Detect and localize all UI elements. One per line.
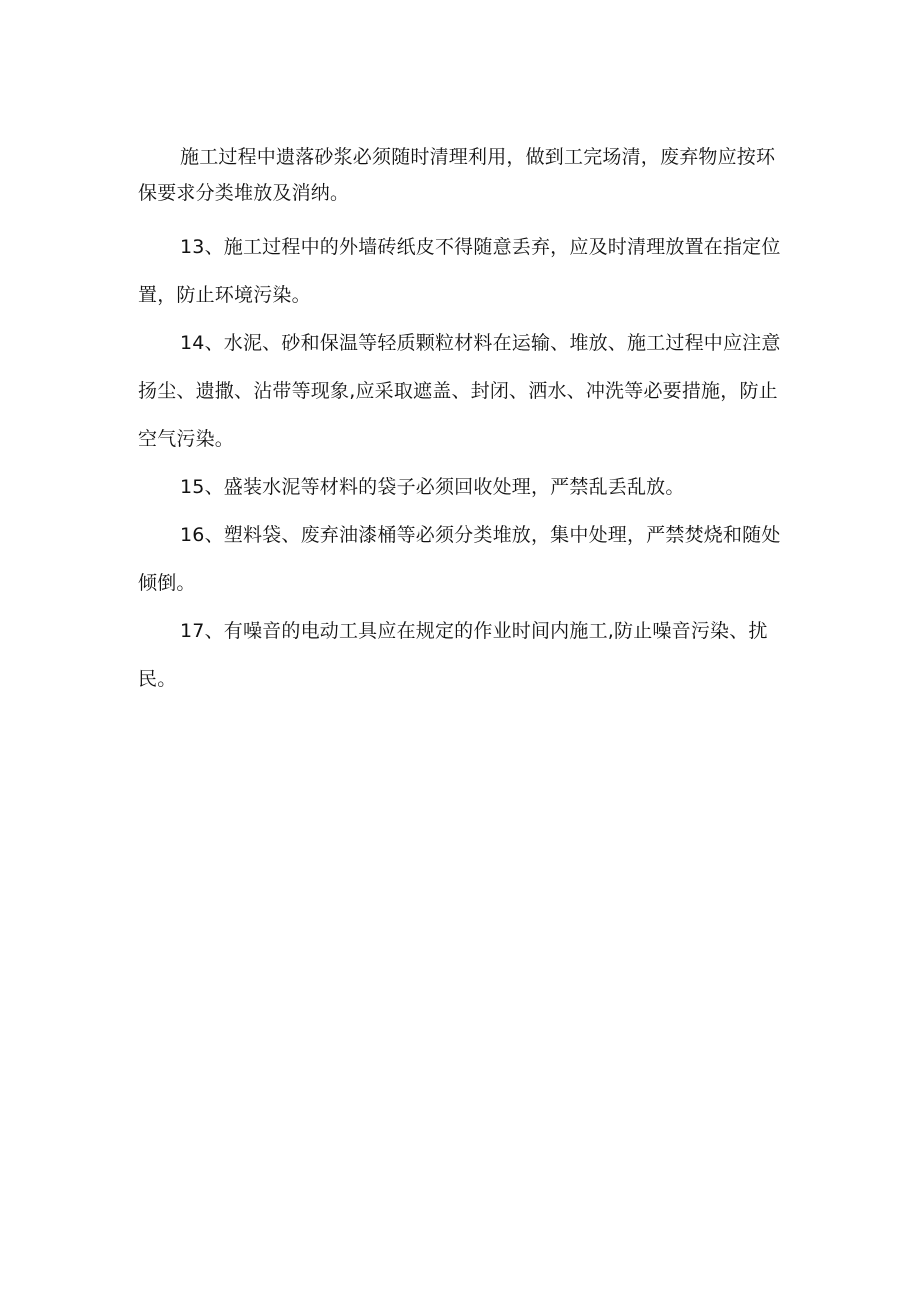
paragraph-item-17: 17、有噪音的电动工具应在规定的作业时间内施工,防止噪音污染、扰民。 — [138, 620, 768, 690]
paragraph-item-14: 14、水泥、砂和保温等轻质颗粒材料在运输、堆放、施工过程中应注意扬尘、遗撒、沾带等现象,应采取遮盖、封闭、洒水、冲洗等必要措施，防止空气污染。 — [138, 332, 781, 450]
paragraph-mortar-cleanup: 施工过程中遗落砂浆必须随时清理利用，做到工完场清，废弃物应按环保要求分类堆放及消纳。 — [138, 146, 776, 204]
paragraph-item-15: 15、盛装水泥等材料的袋子必须回收处理，严禁乱丢乱放。 — [180, 476, 685, 498]
paragraph-item-16: 16、塑料袋、废弃油漆桶等必须分类堆放，集中处理，严禁焚烧和随处倾倒。 — [138, 524, 781, 594]
document-body — [138, 139, 790, 703]
paragraph-item-13: 13、施工过程中的外墙砖纸皮不得随意丢弃，应及时清理放置在指定位置，防止环境污染。 — [138, 236, 781, 306]
